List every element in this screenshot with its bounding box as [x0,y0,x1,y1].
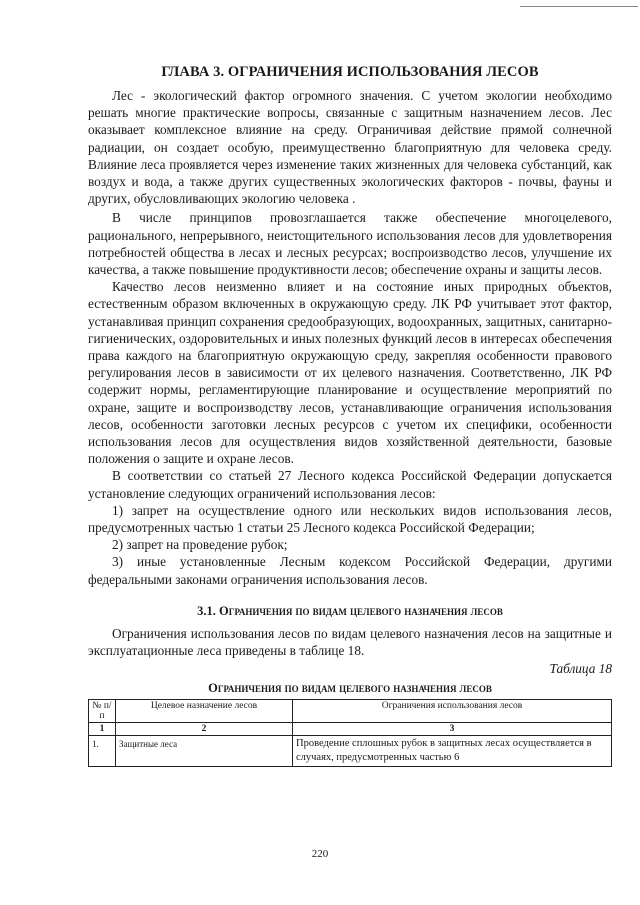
table-header-row [89,700,612,723]
paragraph: Качество лесов неизменно влияет и на состояние иных природных объектов, естественным образом включенных в окружающую среду. ЛК РФ учитывает этот фактор, устанавливая принцип сохранения средообразующих, водоохранных, защитных, санитарно-гигиенических, оздоровительных и иных полезных функций лесов в интересах обеспечения права каждого на благоприятную окружающую среду, закрепляя особенности правового регулирования лесов в зависимости от их целевого назначения. Соответственно, ЛК РФ содержит нормы, регламентирующие планирование и осуществление мероприятий по охране, защите и воспроизводству лесов, устанавливающие ограничения использования лесов, особенности заготовки лесных ресурсов с учетом их специфики, особенности использования лесов для осуществления видов хозяйственной деятельности, базовые положения о защите и охране лесов. [88,279,612,467]
section-title: 3.1. Ограничения по видам целевого назначения лесов [197,603,503,618]
column-number: 1 [89,723,116,736]
header-cell-purpose: Целевое назначение лесов [116,700,293,723]
page-content [88,64,612,767]
paragraph: Лес - экологический фактор огромного значения. С учетом экологии необходимо решать многие практические вопросы, связанные с защитным назначением лесов. Лес оказывает комплексное влияние на среду. Ограничивая действие прямой солнечной радиации, он создает особую, преимущественно благоприятную для человека среду. Влияние леса проявляется через изменение таких жизненных для человека субстанций, как воздух и вода, а также других существенных экологических факторов - почвы, фауны и других, обусловливающих экологию человека . [88,88,612,207]
column-number: 2 [116,723,293,736]
header-cell-restrictions: Ограничения использования лесов [293,700,612,723]
table-cell: 1. [89,736,116,767]
paragraph: В числе принципов провозглашается также обеспечение многоцелевого, рационального, непрерывного, неистощительного использования лесов для удовлетворения потребностей общества в лесах и лесных ресурсах; воспроизводство лесов, улучшение их качества, а также повышение продуктивности лесов; обеспечение охраны и защиты лесов. [88,210,612,278]
table-label: Таблица 18 [549,661,612,677]
list-item: 2) запрет на проведение рубок; [112,537,288,553]
paragraph: В соответствии со статьей 27 Лесного кодекса Российской Федерации допускается установление следующих ограничений использования лесов: [88,468,612,501]
header-cell-number: № п/п [89,700,116,723]
list-item: 3) иные установленные Лесным кодексом Российской Федерации, другими федеральными законами ограничения использования лесов. [88,554,612,587]
list-item: 1) запрет на осуществление одного или нескольких видов использования лесов, предусмотренных частью 1 статьи 25 Лесного кодекса Российской Федерации; [88,502,612,536]
column-number: 3 [293,723,612,736]
table-cell: Проведение сплошных рубок в защитных лесах осуществляется в случаях, предусмотренных частью 6 [293,736,612,767]
restrictions-table [88,699,612,767]
table-title: Ограничения по видам целевого назначения лесов [208,681,492,696]
table-row [89,736,612,767]
page-number: 220 [311,848,329,860]
column-number-row [89,723,612,736]
header-rule [520,6,638,7]
section-paragraph: Ограничения использования лесов по видам целевого назначения лесов на защитные и эксплуатационные леса приведены в таблице 18. [88,625,612,659]
chapter-title: ГЛАВА 3. ОГРАНИЧЕНИЯ ИСПОЛЬЗОВАНИЯ ЛЕСОВ [161,64,539,80]
table-cell: Защитные леса [116,736,293,767]
